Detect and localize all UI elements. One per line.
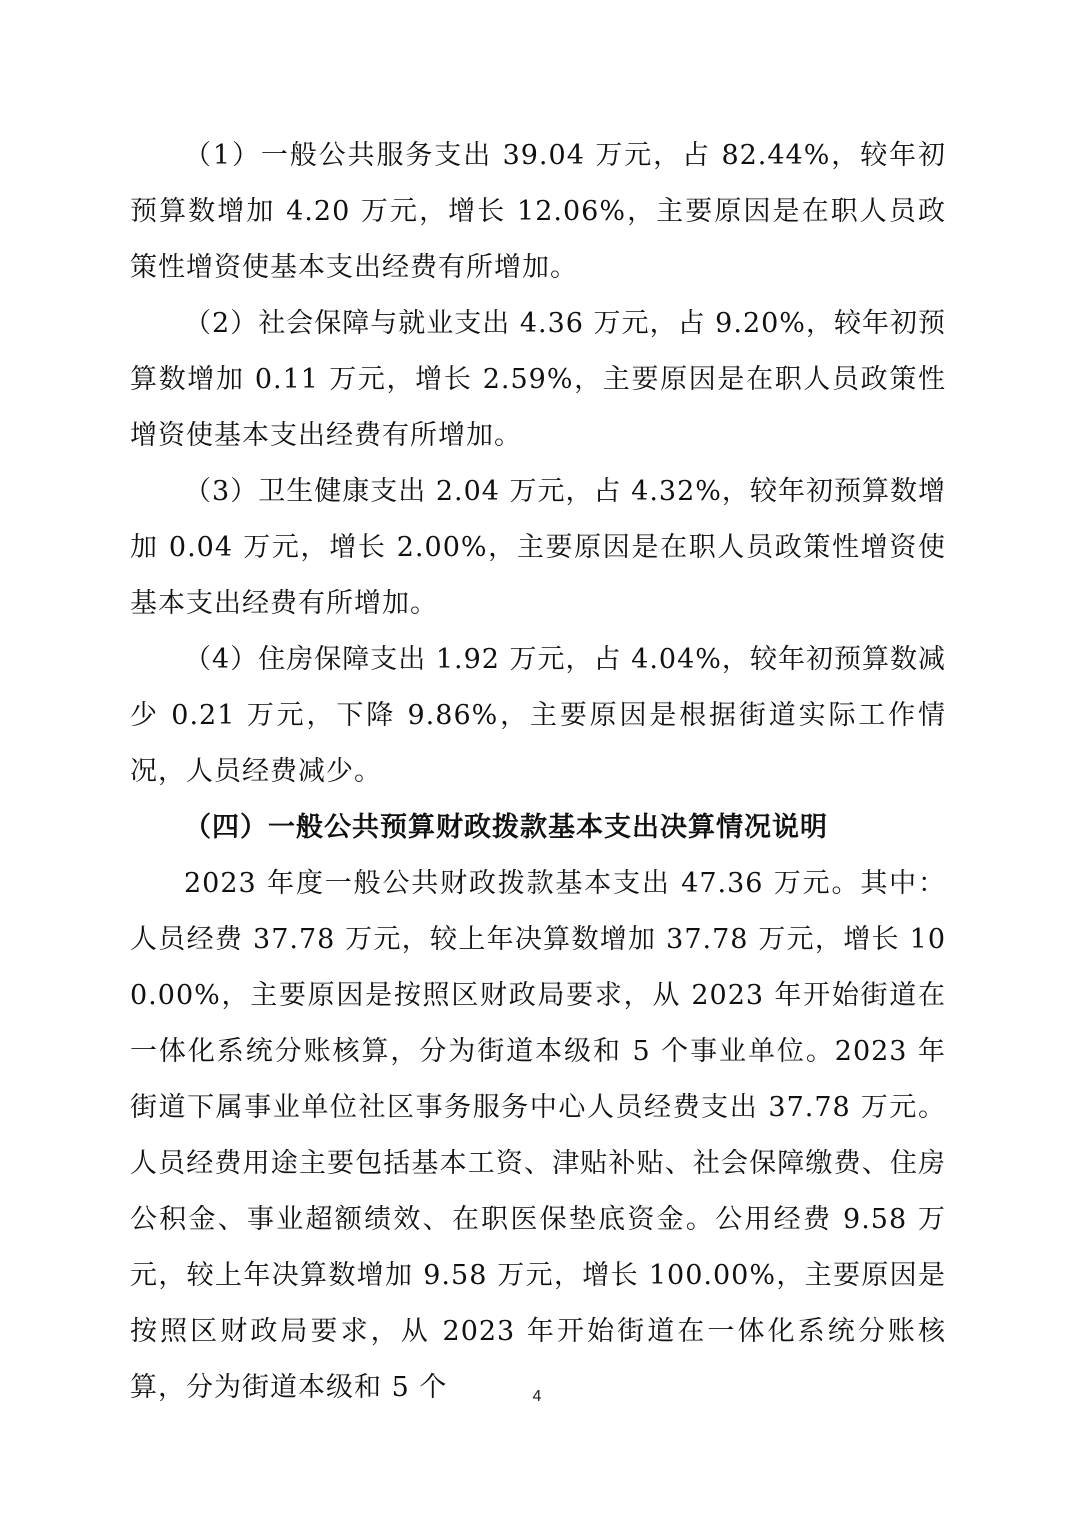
paragraph-social-security: （2）社会保障与就业支出 4.36 万元，占 9.20%，较年初预算数增加 0.11 万元，增长 2.59%，主要原因是在职人员政策性增资使基本支出经费有所增加。 xyxy=(130,308,946,451)
page-number: 4 xyxy=(532,1388,542,1405)
paragraph-general-public-services: （1）一般公共服务支出 39.04 万元，占 82.44%，较年初预算数增加 4.20 万元，增长 12.06%，主要原因是在职人员政策性增资使基本支出经费有所增加。 xyxy=(130,140,946,283)
section-body-paragraph: 2023 年度一般公共财政拨款基本支出 47.36 万元。其中：人员经费 37.78 万元，较上年决算数增加 37.78 万元，增长 100.00%，主要原因是按照区财政局要求，从 2023 年开始街道在一体化系统分账核算，分为街道本级和 5 个事业单位。2023 年街道下属事业单位社区事务服务中心人员经费支出 37.78 万元。人员经费用途主要包括基本工资、津贴补贴、社会保障缴费、住房公积金、事业超额绩效、在职医保垫底资金。公用经费 9.58 万元，较上年决算数增加 9.58 万元，增长 100.00%，主要原因是按照区财政局要求，从 2023 年开始街道在一体化系统分账核算，分为街道本级和 5 个 xyxy=(130,868,946,1403)
document-body xyxy=(130,128,946,1416)
paragraph-housing: （4）住房保障支出 1.92 万元，占 4.04%，较年初预算数减少 0.21 万元，下降 9.86%，主要原因是根据街道实际工作情况，人员经费减少。 xyxy=(130,644,946,787)
section-heading: （四）一般公共预算财政拨款基本支出决算情况说明 xyxy=(184,812,828,843)
paragraph-health: （3）卫生健康支出 2.04 万元，占 4.32%，较年初预算数增加 0.04 万元，增长 2.00%，主要原因是在职人员政策性增资使基本支出经费有所增加。 xyxy=(130,476,946,619)
